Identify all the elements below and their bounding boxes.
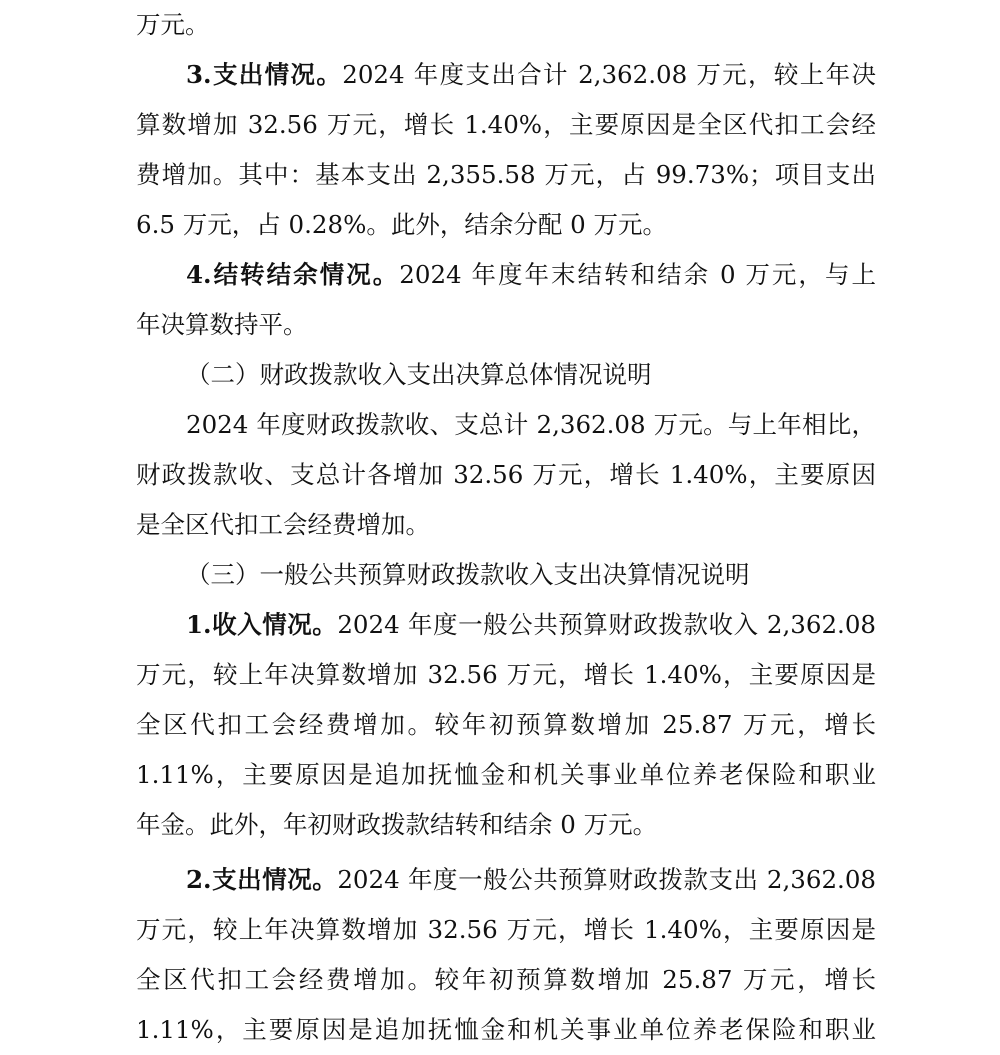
section-3-first-line: 3.支出情况。2024 年度支出合计 2,362.08 万元，较上年决 xyxy=(186,60,876,89)
subheading-two: （二）财政拨款收入支出决算总体情况说明 xyxy=(186,360,652,389)
section-3-heading: 3.支出情况。 xyxy=(186,60,343,89)
paragraph-line: 年决算数持平。 xyxy=(136,310,308,339)
paragraph-line: 年金。此外，年初财政拨款结转和结余 0 万元。 xyxy=(136,810,658,839)
paragraph-line: 费增加。其中：基本支出 2,355.58 万元，占 99.73%；项目支出 xyxy=(136,160,876,189)
paragraph-line: 全区代扣工会经费增加。较年初预算数增加 25.87 万元，增长 xyxy=(136,965,876,994)
paragraph-line: 6.5 万元，占 0.28%。此外，结余分配 0 万元。 xyxy=(136,210,668,239)
expense-first-line: 2.支出情况。2024 年度一般公共预算财政拨款支出 2,362.08 xyxy=(186,865,877,894)
paragraph-line: 财政拨款收、支总计各增加 32.56 万元，增长 1.40%，主要原因 xyxy=(136,460,876,489)
paragraph-line: 全区代扣工会经费增加。较年初预算数增加 25.87 万元，增长 xyxy=(136,710,876,739)
paragraph-line: 万元，较上年决算数增加 32.56 万元，增长 1.40%，主要原因是 xyxy=(136,660,876,689)
expense-heading: 2.支出情况。 xyxy=(186,865,338,894)
paragraph-line: 2024 年度财政拨款收、支总计 2,362.08 万元。与上年相比， xyxy=(186,410,876,439)
paragraph-line: 万元，较上年决算数增加 32.56 万元，增长 1.40%，主要原因是 xyxy=(136,915,876,944)
paragraph-line: 算数增加 32.56 万元，增长 1.40%，主要原因是全区代扣工会经 xyxy=(136,110,876,139)
subheading-three: （三）一般公共预算财政拨款收入支出决算情况说明 xyxy=(186,560,750,589)
paragraph-line: 是全区代扣工会经费增加。 xyxy=(136,510,430,539)
paragraph-line: 1.11%，主要原因是追加抚恤金和机关事业单位养老保险和职业 xyxy=(136,1015,876,1044)
section-4-first-line: 4.结转结余情况。2024 年度年末结转和结余 0 万元，与上 xyxy=(186,260,876,289)
paragraph-line: 1.11%，主要原因是追加抚恤金和机关事业单位养老保险和职业 xyxy=(136,760,876,789)
income-first-line: 1.收入情况。2024 年度一般公共预算财政拨款收入 2,362.08 xyxy=(186,610,877,639)
paragraph-line: 万元。 xyxy=(136,10,210,39)
income-heading: 1.收入情况。 xyxy=(186,610,338,639)
section-4-heading: 4.结转结余情况。 xyxy=(186,260,400,289)
